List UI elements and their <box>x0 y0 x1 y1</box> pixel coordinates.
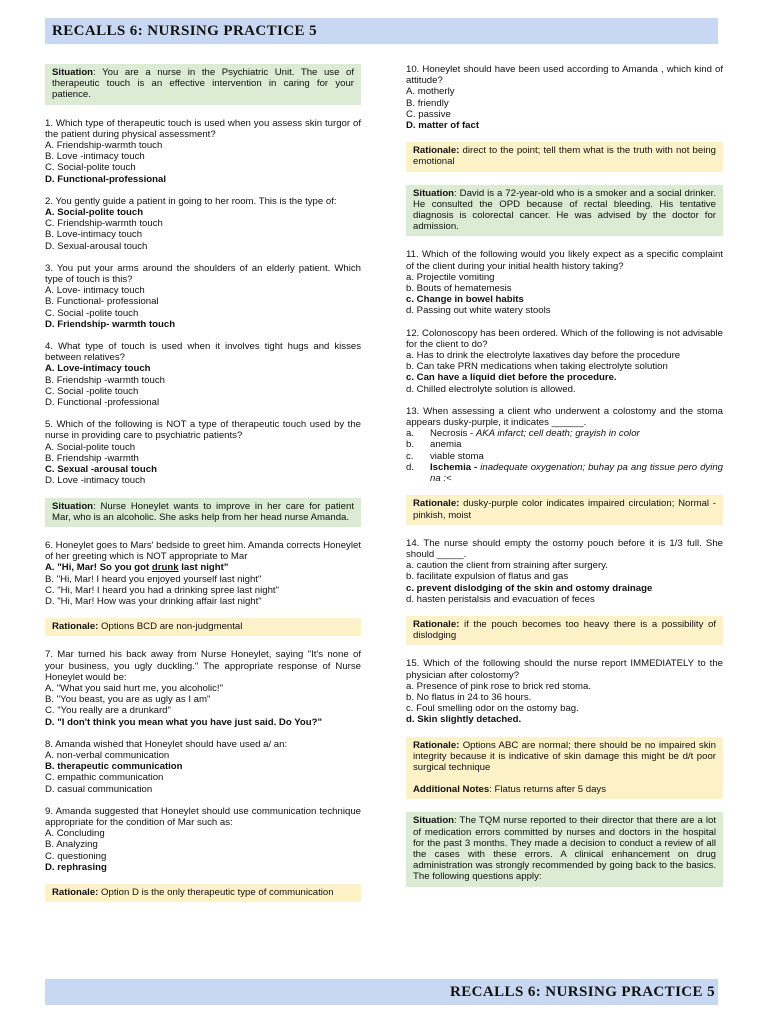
situation-label: Situation <box>413 187 455 199</box>
option-a: A. non-verbal communication <box>45 749 170 761</box>
rationale-box <box>45 618 361 636</box>
option-a: a. Projectile vomiting <box>406 271 495 283</box>
option-b: B. Functional- professional <box>45 296 159 308</box>
rationale-text: if the pouch becomes too heavy there is a possibility of dislodging <box>413 618 716 642</box>
question-text: 14. The nurse should empty the ostomy pouch before it is 1/3 full. She should _____. <box>406 537 723 560</box>
right-column <box>406 64 723 900</box>
question-11 <box>406 249 723 316</box>
rationale-text: dusky-purple color indicates impaired circulation; Normal - pinkish, moist <box>413 498 716 521</box>
option-c: C. "You really are a drunkard" <box>45 705 171 717</box>
question-text: 3. You put your arms around the shoulders of an elderly patient. Which type of touch is this? <box>45 262 361 286</box>
question-8 <box>45 739 361 795</box>
option-c: C. empathic communication <box>45 772 164 784</box>
option-c: C. questioning <box>45 850 107 862</box>
option-c-answer: c. Can have a liquid diet before the procedure. <box>406 372 617 384</box>
question-15 <box>406 658 723 725</box>
option-b: b. Bouts of hematemesis <box>406 283 512 295</box>
option-b: B. Friendship -warmth <box>45 452 139 464</box>
option-b: B. friendly <box>406 97 449 109</box>
rationale-text: direct to the point; tell them what is the truth with not being emotional <box>413 145 716 168</box>
rationale-text: Option D is the only therapeutic type of communication <box>98 886 334 898</box>
situation-box <box>45 498 361 527</box>
question-text: 11. Which of the following would you likely expect as a specific complaint of the client during your initial health history taking? <box>406 249 723 272</box>
option-d-answer: d. Skin slightly detached. <box>406 714 522 726</box>
rationale-label: Rationale: <box>413 618 460 630</box>
question-text: 7. Mar turned his back away from Nurse Honeylet, saying "It's none of your business, you ugly duckling." The appropriate response of Nurse Honeylet would be: <box>45 649 361 683</box>
option-d: D. casual communication <box>45 783 153 795</box>
option-text: Ischemia - <box>430 461 481 473</box>
question-text: 10. Honeylet should have been used according to Amanda , which kind of attitude? <box>406 64 723 87</box>
option-d-answer: D. Friendship- warmth touch <box>45 318 176 330</box>
option-a: A. "What you said hurt me, you alcoholic!" <box>45 682 223 694</box>
question-5 <box>45 419 361 486</box>
situation-box <box>45 64 361 105</box>
option-c-answer: c. prevent dislodging of the skin and ostomy drainage <box>406 582 653 594</box>
option-c: C. Social-polite touch <box>45 162 136 174</box>
question-10 <box>406 64 723 131</box>
rationale-text: Options BCD are non-judgmental <box>98 621 243 633</box>
question-7 <box>45 649 361 727</box>
situation-text: : The TQM nurse reported to their director that there are a lot of medication errors committed by nurses and doctors in the hospital for the past 3 months. They made a decision to conduct a review of all the cases with these errors. A clinical enhancement on drug administration was strongly recommended by going back to the basics. The following questions apply: <box>413 815 716 883</box>
question-text: 9. Amanda suggested that Honeylet should use communication technique appropriate for the condition of Mar such as: <box>45 805 361 828</box>
rationale-label: Rationale: <box>52 886 99 898</box>
option-key: b. <box>406 439 415 451</box>
question-text: 1. Which type of therapeutic touch is used when you assess skin turgor of the patient during physical assessment? <box>45 117 361 140</box>
option-a: A. Concluding <box>45 828 105 840</box>
option-d-answer: D. Functional-professional <box>45 173 166 185</box>
header-banner <box>45 18 718 44</box>
rationale-box <box>45 884 361 902</box>
option-b-answer: B. therapeutic communication <box>45 761 183 773</box>
question-6 <box>45 540 361 607</box>
option-a <box>406 428 723 439</box>
option-d: D. Love -intimacy touch <box>45 475 146 487</box>
option-d-answer <box>406 462 723 484</box>
option-a-answer <box>45 562 361 573</box>
option-b: B. "Hi, Mar! I heard you enjoyed yourself last night" <box>45 573 262 585</box>
question-text: 15. Which of the following should the nurse report IMMEDIATELY to the physician after colostomy? <box>406 658 723 681</box>
option-b: b. facilitate expulsion of flatus and gas <box>406 571 569 583</box>
question-text: 5. Which of the following is NOT a type of therapeutic touch used by the nurse in providing care to psychiatric patients? <box>45 419 361 442</box>
rationale-box <box>406 616 723 645</box>
option-text: viable stoma <box>430 450 484 462</box>
option-a-suffix: last night" <box>178 562 229 574</box>
option-note: AKA infarct; cell death; grayish in color <box>475 428 640 440</box>
situation-text: : Nurse Honeylet wants to improve in her care for patient Mar, who is an alcoholic. She asks help from her head nurse Amanda. <box>52 500 354 523</box>
footer-banner <box>45 979 718 1005</box>
situation-label: Situation <box>413 815 455 827</box>
question-text: 2. You gently guide a patient in going to her room. This is the type of: <box>45 195 337 207</box>
option-b: B. Friendship -warmth touch <box>45 374 165 386</box>
option-note: inadequate oxygenation; buhay pa ang tissue pero dying na :< <box>430 461 724 485</box>
situation-box <box>406 812 723 886</box>
option-a: a. Presence of pink rose to brick red stoma. <box>406 680 592 692</box>
notes-text: : Flatus returns after 5 days <box>489 784 606 796</box>
option-a: a. Has to drink the electrolyte laxatives day before the procedure <box>406 350 681 362</box>
option-d-answer: D. rephrasing <box>45 861 107 873</box>
rationale-label: Rationale: <box>413 145 460 157</box>
question-9 <box>45 806 361 873</box>
option-key: a. <box>406 428 415 440</box>
option-a: A. Love- intimacy touch <box>45 285 145 297</box>
option-a: A. motherly <box>406 86 455 98</box>
option-d: d. hasten peristalsis and evacuation of feces <box>406 593 595 605</box>
option-key: c. <box>406 450 414 462</box>
option-b <box>406 439 723 450</box>
option-d: d. Chilled electrolyte solution is allowed. <box>406 383 576 395</box>
option-c: C. Friendship-warmth touch <box>45 218 163 230</box>
option-d: D. Functional -professional <box>45 397 160 409</box>
footer-title: RECALLS 6: NURSING PRACTICE 5 <box>450 984 715 1000</box>
option-c: C. Social -polite touch <box>45 307 139 319</box>
option-d: d. Passing out white watery stools <box>406 305 551 317</box>
question-4 <box>45 341 361 408</box>
option-b: B. "You beast, you are as ugly as I am" <box>45 694 211 706</box>
option-a-underlined: drunk <box>151 562 179 574</box>
question-13 <box>406 406 723 484</box>
option-b: b. No flatus in 24 to 36 hours. <box>406 691 532 703</box>
question-12 <box>406 328 723 395</box>
question-text: 6. Honeylet goes to Mars' bedside to greet him. Amanda corrects Honeylet of her greeting which is NOT appropriate to Mar <box>45 539 361 563</box>
rationale-text: Options ABC are normal; there should be no impaired skin integrity because it is indicative of skin damage this might be d/t poor surgical technique <box>413 739 716 773</box>
option-a: A. Friendship-warmth touch <box>45 140 163 152</box>
option-d: D. Sexual-arousal touch <box>45 240 148 252</box>
left-column <box>45 64 361 915</box>
rationale-label: Rationale: <box>413 498 460 510</box>
notes-label: Additional Notes <box>413 784 490 796</box>
option-d: D. "Hi, Mar! How was your drinking affair last night" <box>45 595 262 607</box>
situation-label: Situation <box>52 67 94 78</box>
option-a: a. caution the client from straining after surgery. <box>406 560 608 572</box>
option-a-answer: A. Social-polite touch <box>45 207 144 219</box>
option-c: C. passive <box>406 108 451 120</box>
question-3 <box>45 263 361 330</box>
rationale-label: Rationale: <box>52 621 99 633</box>
option-b: B. Analyzing <box>45 839 98 851</box>
question-2 <box>45 196 361 252</box>
option-d-answer: D. matter of fact <box>406 120 480 132</box>
rationale-box <box>406 495 723 524</box>
option-a: A. Social-polite touch <box>45 441 136 453</box>
rationale-box <box>406 142 723 171</box>
situation-label: Situation <box>52 500 94 512</box>
option-c <box>406 451 723 462</box>
option-c-answer: C. Sexual -arousal touch <box>45 464 157 476</box>
question-text: 8. Amanda wished that Honeylet should have used a/ an: <box>45 738 288 750</box>
situation-text: : David is a 72-year-old who is a smoker and a social drinker. He consulted the OPD because of rectal bleeding. His tentative diagnosis is colorectal cancer. He was advised by the doctor for admission. <box>413 187 716 233</box>
option-b: B. Love -intimacy touch <box>45 151 145 163</box>
situation-text: : You are a nurse in the Psychiatric Unit. The use of therapeutic touch is an effective intervention in caring for your patience. <box>52 67 354 101</box>
option-c: c. Foul smelling odor on the ostomy bag. <box>406 703 579 715</box>
option-text: Necrosis - <box>430 428 476 440</box>
option-a-prefix: A. "Hi, Mar! So you got <box>45 562 152 574</box>
option-c: C. "Hi, Mar! I heard you had a drinking spree last night" <box>45 584 279 596</box>
header-title: RECALLS 6: NURSING PRACTICE 5 <box>52 23 317 39</box>
option-key: d. <box>406 461 415 473</box>
option-d-answer: D. "I don't think you mean what you have just said. Do You?" <box>45 716 323 728</box>
question-1 <box>45 118 361 185</box>
situation-box <box>406 185 723 237</box>
question-14 <box>406 538 723 605</box>
option-b: B. Love-intimacy touch <box>45 229 143 241</box>
option-a-answer: A. Love-intimacy touch <box>45 363 151 375</box>
option-c-answer: c. Change in bowel habits <box>406 294 524 306</box>
option-b: b. Can take PRN medications when taking electrolyte solution <box>406 361 668 373</box>
rationale-label: Rationale: <box>413 739 460 751</box>
question-text: 13. When assessing a client who underwent a colostomy and the stoma appears dusky-purple, it indicates ______. <box>406 405 723 429</box>
question-text: 12. Colonoscopy has been ordered. Which of the following is not advisable for the client to do? <box>406 327 723 350</box>
option-c: C. Social -polite touch <box>45 385 139 397</box>
option-text: anemia <box>430 439 462 451</box>
rationale-box <box>406 737 723 800</box>
question-text: 4. What type of touch is used when it involves tight hugs and kisses between relatives? <box>45 341 361 364</box>
